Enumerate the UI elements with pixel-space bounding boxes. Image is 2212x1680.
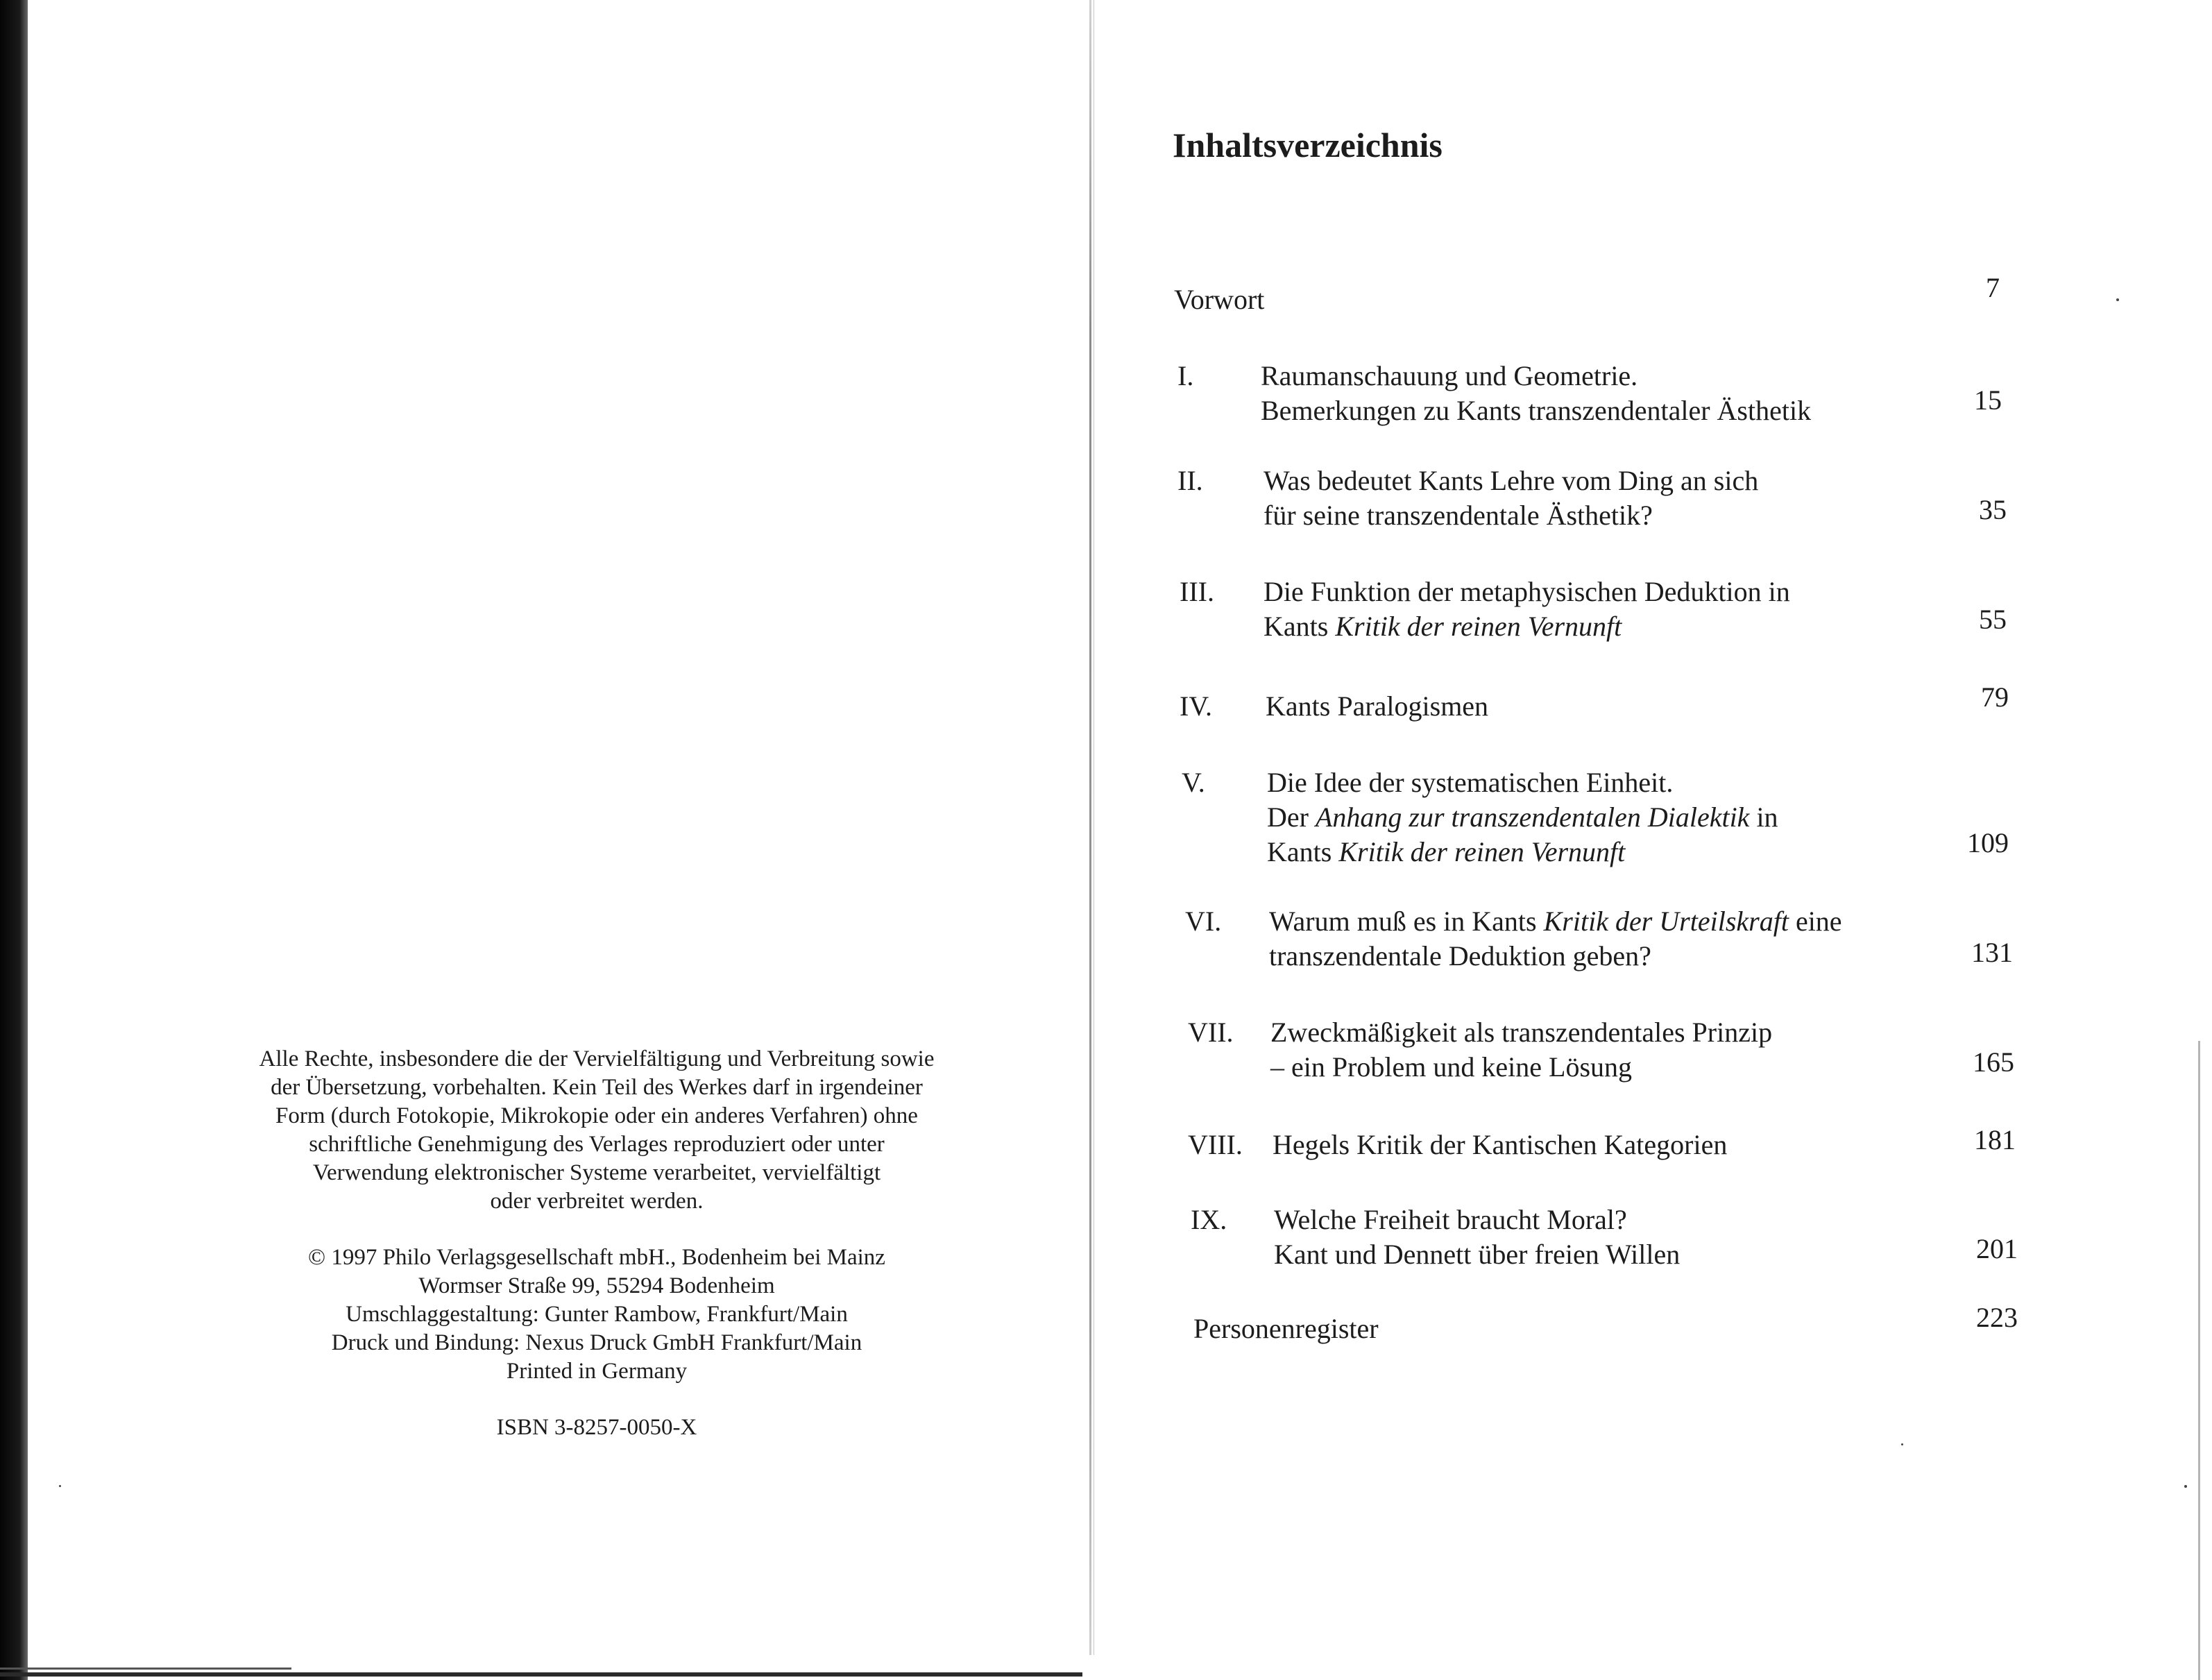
rights-line: oder verbreitet werden. [490,1189,704,1214]
title-suffix: eine [1788,906,1842,937]
chapter-title [1266,689,1959,724]
work-title-italic: Anhang zur transzendentalen Dialektik [1315,801,1750,833]
chapter-title [1269,904,1963,974]
scan-speck [2184,1485,2187,1488]
toc-title: Inhaltsverzeichnis [1173,126,1443,164]
imprint-block [153,1045,1041,1442]
toc-entry-foreword-label: Vorwort [1174,284,1265,315]
chapter-title-line: Hegels Kritik der Kantischen Kategorien [1273,1129,1728,1160]
chapter-page: 201 [1976,1233,2018,1264]
rights-notice [153,1045,1041,1216]
chapter-number: IX. [1191,1204,1227,1235]
chapter-page: 55 [1979,604,2007,635]
chapter-page: 181 [1974,1124,2016,1155]
scan-bottom-edge [0,1672,1082,1677]
chapter-number: VII. [1188,1017,1234,1048]
title-prefix: Warum muß es in Kants [1269,906,1544,937]
chapter-page: 131 [1971,937,2013,968]
scan-right-edge [2198,1041,2200,1680]
chapter-title [1261,359,1955,428]
rights-line: Alle Rechte, insbesondere die der Vervielfältigung und Verbreitung sowie [259,1046,935,1071]
scan-left-edge [0,0,28,1680]
chapter-title [1273,1128,1966,1162]
work-title-italic: Kritik der reinen Vernunft [1335,611,1622,642]
chapter-page: 15 [1974,384,2002,416]
title-prefix: Kants [1267,836,1339,867]
chapter-title-line [1269,904,1963,939]
isbn: ISBN 3-8257-0050-X [496,1415,697,1440]
chapter-number: II. [1177,465,1203,496]
chapter-title-line: transzendentale Deduktion geben? [1269,940,1651,971]
chapter-page: 109 [1967,827,2009,858]
chapter-title-line: Raumanschauung und Geometrie. [1261,360,1638,391]
work-title-italic: Kritik der Urteilskraft [1543,906,1789,937]
chapter-title [1267,765,1961,869]
work-title-italic: Kritik der reinen Vernunft [1338,836,1626,867]
rights-line: der Übersetzung, vorbehalten. Kein Teil des Werkes darf in irgendeiner [271,1075,923,1100]
publisher-info [153,1244,1041,1386]
chapter-title-line: – ein Problem und keine Lösung [1270,1051,1633,1083]
scan-speck [1901,1443,1903,1445]
chapter-page: 165 [1973,1046,2014,1078]
title-suffix: in [1749,801,1778,833]
chapter-title-line: Was bedeutet Kants Lehre vom Ding an sich [1264,465,1759,496]
chapter-title-line: für seine transzendentale Ästhetik? [1264,500,1653,531]
chapter-number: I. [1177,360,1194,391]
chapter-title-line: Die Funktion der metaphysischen Deduktion in [1264,576,1790,607]
toc-entry-foreword-page: 7 [1986,272,2000,303]
chapter-number: IV. [1180,690,1213,722]
chapter-title-line: Kant und Dennett über freien Willen [1274,1239,1681,1270]
chapter-title [1264,464,1957,533]
chapter-title-line [1267,835,1961,869]
chapter-title-line: Welche Freiheit braucht Moral? [1274,1204,1627,1235]
chapter-title [1274,1203,1968,1272]
publisher-line: Wormser Straße 99, 55294 Bodenheim [418,1273,775,1298]
chapter-page: 79 [1981,681,2009,713]
scan-speck [59,1485,61,1487]
chapter-number: VIII. [1188,1129,1243,1160]
chapter-title [1264,575,1957,644]
publisher-line: Umschlaggestaltung: Gunter Rambow, Frankfurt/Main [346,1302,848,1327]
chapter-page: 35 [1979,494,2007,525]
chapter-title-line [1264,609,1957,644]
scan-speck [2116,298,2119,301]
chapter-number: III. [1180,576,1214,607]
rights-line: Form (durch Fotokopie, Mikrokopie oder ein anderes Verfahren) ohne [275,1103,918,1128]
title-prefix: Der [1267,801,1316,833]
chapter-number: V. [1182,767,1205,798]
toc-entry-index-page: 223 [1976,1302,2018,1333]
chapter-title-line: Die Idee der systematischen Einheit. [1267,767,1674,798]
publisher-line: Printed in Germany [506,1359,688,1384]
rights-line: Verwendung elektronischer Systeme verarbeitet, vervielfältigt [312,1160,881,1185]
publisher-line: Druck und Bindung: Nexus Druck GmbH Frankfurt/Main [331,1330,862,1355]
chapter-title [1270,1015,1964,1085]
chapter-title-line: Kants Paralogismen [1266,690,1489,722]
scan-bottom-edge-shadow [0,1668,291,1670]
title-prefix: Kants [1264,611,1336,642]
book-spine [1089,0,1091,1655]
chapter-title-line: Bemerkungen zu Kants transzendentaler Ästhetik [1261,395,1812,426]
toc-entry-index-label: Personenregister [1193,1313,1379,1344]
rights-line: schriftliche Genehmigung des Verlages reproduziert oder unter [309,1132,885,1157]
chapter-number: VI. [1185,906,1222,937]
chapter-title-line [1267,800,1961,835]
publisher-line: © 1997 Philo Verlagsgesellschaft mbH., Bodenheim bei Mainz [308,1245,885,1270]
chapter-title-line: Zweckmäßigkeit als transzendentales Prinzip [1270,1017,1773,1048]
